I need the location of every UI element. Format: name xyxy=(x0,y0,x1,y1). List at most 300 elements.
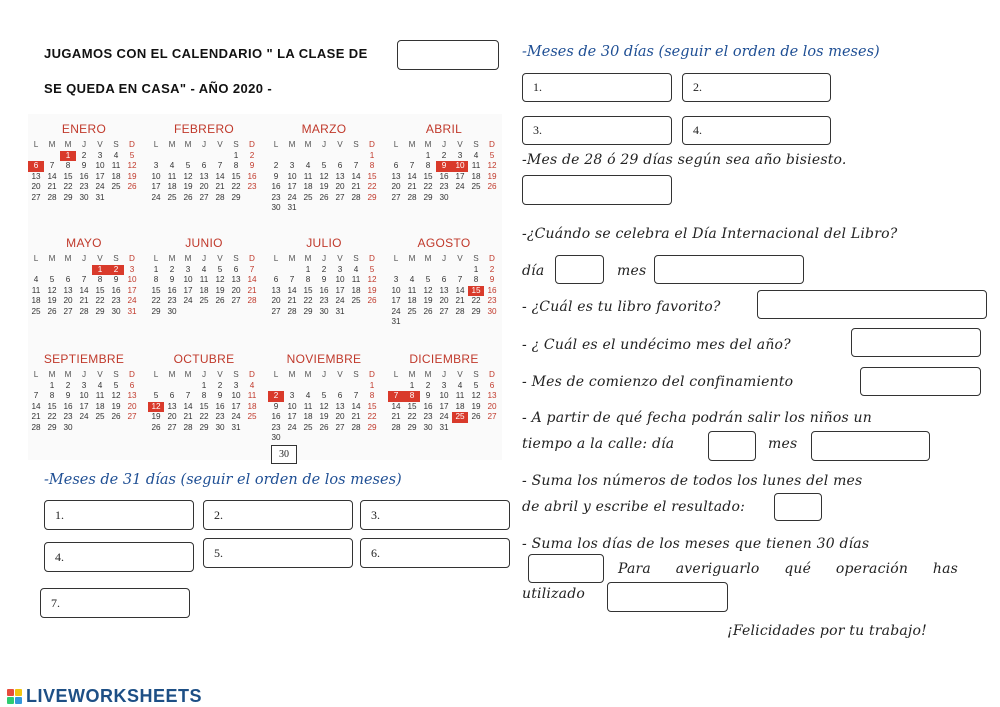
day-header: D xyxy=(489,370,495,379)
day-header: M xyxy=(304,254,312,263)
calendar-day: 23 xyxy=(439,182,449,191)
calendar-month-name: MAYO xyxy=(66,236,102,250)
calendar-day: 6 xyxy=(489,380,495,390)
empty-cell xyxy=(268,381,284,392)
calendar-day: 16 xyxy=(271,412,281,421)
calendar-day: 10 xyxy=(391,285,401,295)
calendar-day: 10 xyxy=(287,171,297,181)
calendar-day: 11 xyxy=(303,171,313,181)
calendar-day: 12 xyxy=(319,401,329,411)
calendar-day: 25 xyxy=(303,422,313,432)
empty-cell xyxy=(284,151,300,162)
day-header: V xyxy=(457,254,463,263)
calendar-day: 27 xyxy=(391,192,401,202)
calendar-day: 18 xyxy=(167,182,177,191)
calendar-day: 13 xyxy=(439,285,449,295)
calendar-day: 12 xyxy=(423,285,433,295)
calendar-day: 23 xyxy=(423,412,433,421)
calendar-day: 29 xyxy=(303,306,313,316)
calendar-day: 2 xyxy=(108,265,124,276)
day-header: V xyxy=(97,254,103,263)
calendar-day: 1 xyxy=(153,264,159,274)
calendar-day: 4 xyxy=(249,380,255,390)
day-header: D xyxy=(249,140,255,149)
day-header: M xyxy=(64,254,72,263)
book-month-label: mes xyxy=(617,263,647,279)
fav-book-input[interactable] xyxy=(757,290,987,319)
day-header: V xyxy=(337,140,343,149)
calendar-day: 9 xyxy=(217,391,223,400)
calendar-day: 31 xyxy=(287,203,297,212)
calendar-day: 12 xyxy=(319,171,329,181)
calendar-day: 14 xyxy=(79,285,89,295)
day-header: D xyxy=(129,254,135,263)
calendar-day: 2 xyxy=(169,264,175,274)
day-header: J xyxy=(81,370,87,379)
calendar-month-septiembre xyxy=(28,352,140,433)
calendar-day: 14 xyxy=(407,171,417,181)
day-header: M xyxy=(424,140,432,149)
calendar-day: 7 xyxy=(457,275,463,284)
calendar-day: 16 xyxy=(487,285,497,295)
calendar-day: 9 xyxy=(273,171,279,181)
calendar-day: 20 xyxy=(335,182,345,191)
calendar-day: 8 xyxy=(369,161,375,170)
empty-cell xyxy=(316,151,332,162)
calendar-day: 14 xyxy=(455,285,465,295)
day-header: M xyxy=(184,254,192,263)
calendar-day-grid xyxy=(28,254,140,317)
empty-cell xyxy=(420,265,436,276)
calendar-day: 12 xyxy=(47,285,57,295)
calendar-day: 20 xyxy=(231,285,241,295)
day-header: S xyxy=(233,254,239,263)
calendar-day: 1 xyxy=(305,264,311,274)
calendar-day: 29 xyxy=(63,192,73,202)
day-header: M xyxy=(288,140,296,149)
months31-box-1[interactable]: 1. xyxy=(44,500,194,530)
months31-box-3[interactable]: 3. xyxy=(360,500,510,530)
confinement-input[interactable] xyxy=(860,367,981,396)
calendar-day: 8 xyxy=(473,275,479,284)
calendar-day: 1 xyxy=(201,380,207,390)
calendar-month-enero xyxy=(28,122,140,203)
calendar-day: 3 xyxy=(441,380,447,390)
calendar-day: 21 xyxy=(247,285,257,295)
calendar-day: 11 xyxy=(111,161,121,170)
calendar-day: 2 xyxy=(65,380,71,390)
day-header: J xyxy=(201,254,207,263)
calendar-day: 25 xyxy=(95,412,105,421)
calendar-day: 16 xyxy=(439,171,449,181)
calendar-month-name: DICIEMBRE xyxy=(409,352,479,366)
operation-input[interactable] xyxy=(607,582,728,612)
day-header: J xyxy=(321,140,327,149)
calendar-day: 10 xyxy=(231,391,241,400)
calendar-day: 26 xyxy=(215,296,225,305)
calendar-day: 13 xyxy=(335,171,345,181)
kids-day-input[interactable] xyxy=(708,431,756,461)
empty-cell xyxy=(44,151,60,162)
day-header: S xyxy=(233,140,239,149)
months31-box-4[interactable]: 4. xyxy=(44,542,194,572)
calendar-day: 25 xyxy=(303,192,313,202)
calendar-day: 19 xyxy=(111,401,121,411)
calendar-day: 30 xyxy=(439,192,449,202)
calendar-day: 24 xyxy=(231,412,241,421)
calendar-day: 9 xyxy=(489,275,495,284)
calendar-day: 25 xyxy=(199,296,209,305)
day-header: M xyxy=(48,140,56,149)
calendar-day: 6 xyxy=(28,161,44,172)
months30-box-1[interactable]: 1. xyxy=(522,73,672,102)
empty-cell xyxy=(452,265,468,276)
calendar-day: 12 xyxy=(471,391,481,400)
calendar-day: 3 xyxy=(289,391,295,400)
calendar-day: 3 xyxy=(289,161,295,170)
empty-cell xyxy=(332,381,348,392)
calendar-day: 13 xyxy=(487,391,497,400)
calendar-day: 4 xyxy=(305,391,311,400)
day-header: L xyxy=(273,140,279,149)
calendar-day: 9 xyxy=(321,275,327,284)
empty-cell xyxy=(28,265,44,276)
calendar-month-marzo xyxy=(268,122,380,214)
calendar-day: 19 xyxy=(367,285,377,295)
congrats-text: ¡Felicidades por tu trabajo! xyxy=(727,623,927,639)
calendar-day: 25 xyxy=(111,182,121,191)
empty-cell xyxy=(28,151,44,162)
calendar-day: 18 xyxy=(303,412,313,421)
calendar-day: 24 xyxy=(183,296,193,305)
calendar-day: 20 xyxy=(167,412,177,421)
day-header: L xyxy=(393,254,399,263)
calendar-day: 27 xyxy=(127,412,137,421)
calendar-day-grid xyxy=(388,140,500,203)
calendar-day: 29 xyxy=(47,422,57,432)
feb-input[interactable] xyxy=(522,175,672,205)
calendar-day: 7 xyxy=(217,161,223,170)
calendar-day: 17 xyxy=(335,285,345,295)
day-header: S xyxy=(473,140,479,149)
calendar-day: 19 xyxy=(151,412,161,421)
calendar-day: 17 xyxy=(231,401,241,411)
calendar-day: 7 xyxy=(388,391,404,402)
class-name-input[interactable] xyxy=(397,40,499,70)
calendar-day: 25 xyxy=(31,306,41,316)
calendar-day: 16 xyxy=(423,401,433,411)
day-header: L xyxy=(273,370,279,379)
calendar-day: 10 xyxy=(95,161,105,170)
day-header: D xyxy=(129,140,135,149)
day-header: S xyxy=(113,370,119,379)
day-header: V xyxy=(97,140,103,149)
sum-result-input[interactable] xyxy=(528,554,604,583)
calendar-day: 8 xyxy=(49,391,55,400)
calendar-day: 22 xyxy=(199,412,209,421)
calendar-day: 26 xyxy=(423,306,433,316)
calendar-day: 26 xyxy=(319,422,329,432)
calendar-day: 20 xyxy=(335,412,345,421)
calendar-day: 15 xyxy=(367,401,377,411)
day-header: M xyxy=(64,370,72,379)
calendar-day: 13 xyxy=(231,275,241,284)
calendar-day: 26 xyxy=(319,192,329,202)
day-header: L xyxy=(33,140,39,149)
mondays-sum-input[interactable] xyxy=(774,493,822,521)
day-header: D xyxy=(369,254,375,263)
months30-box-2[interactable]: 2. xyxy=(682,73,831,102)
calendar-day: 27 xyxy=(199,192,209,202)
months31-title: -Meses de 31 días (seguir el orden de los meses) xyxy=(44,472,402,488)
eleventh-month-input[interactable] xyxy=(851,328,981,357)
calendar-day: 11 xyxy=(167,171,177,181)
calendar-day-grid xyxy=(388,370,500,433)
months31-box-6[interactable]: 6. xyxy=(360,538,510,568)
calendar-day: 28 xyxy=(287,306,297,316)
empty-cell xyxy=(284,381,300,392)
kids-month-input[interactable] xyxy=(811,431,930,461)
calendar-month-mayo xyxy=(28,236,140,317)
day-header: M xyxy=(168,254,176,263)
calendar-day: 29 xyxy=(231,192,241,202)
calendar-day: 15 xyxy=(151,285,161,295)
calendar-day: 27 xyxy=(271,306,281,316)
calendar-day: 14 xyxy=(351,171,361,181)
calendar-day: 6 xyxy=(393,161,399,170)
calendar-day: 22 xyxy=(47,412,57,421)
calendar-day: 18 xyxy=(111,171,121,181)
calendar-day: 22 xyxy=(303,296,313,305)
calendar-day: 31 xyxy=(439,422,449,432)
calendar-day: 27 xyxy=(63,306,73,316)
calendar-day: 12 xyxy=(487,161,497,170)
calendar-day: 12 xyxy=(127,161,137,170)
calendar-day: 10 xyxy=(287,401,297,411)
calendar-day: 14 xyxy=(351,401,361,411)
calendar-day: 29 xyxy=(199,422,209,432)
empty-cell xyxy=(388,265,404,276)
calendar-day: 13 xyxy=(199,171,209,181)
day-header: M xyxy=(168,370,176,379)
day-header: J xyxy=(321,254,327,263)
calendar-day: 20 xyxy=(487,401,497,411)
calendar-day: 21 xyxy=(351,412,361,421)
calendar-day-grid xyxy=(388,254,500,328)
calendar-day: 31 xyxy=(231,422,241,432)
calendar-day: 3 xyxy=(129,264,135,274)
calendar-day: 17 xyxy=(287,412,297,421)
calendar-day: 5 xyxy=(425,275,431,284)
calendar-day: 1 xyxy=(233,150,239,160)
calendar-day: 30 xyxy=(63,422,73,432)
calendar-day: 8 xyxy=(65,161,71,170)
calendar-day: 16 xyxy=(79,171,89,181)
months31-box-5[interactable]: 5. xyxy=(203,538,353,568)
calendar-day: 19 xyxy=(423,296,433,305)
calendar-day: 11 xyxy=(407,285,417,295)
calendar-day: 4 xyxy=(353,264,359,274)
calendar-day: 17 xyxy=(183,285,193,295)
day-header: S xyxy=(233,370,239,379)
calendar-day: 6 xyxy=(233,264,239,274)
calendar-day: 12 xyxy=(215,275,225,284)
day-header: L xyxy=(153,254,159,263)
day-header: M xyxy=(408,254,416,263)
calendar-day: 8 xyxy=(153,275,159,284)
calendar-day: 26 xyxy=(127,182,137,191)
calendar-day: 22 xyxy=(367,412,377,421)
calendar-day: 6 xyxy=(441,275,447,284)
calendar-month-name: FEBRERO xyxy=(173,122,235,136)
calendar-day: 2 xyxy=(321,264,327,274)
calendar-day: 12 xyxy=(111,391,121,400)
calendar-day: 21 xyxy=(47,182,57,191)
day-header: L xyxy=(393,140,399,149)
calendar-day: 10 xyxy=(79,391,89,400)
calendar-day: 26 xyxy=(367,296,377,305)
calendar-day: 26 xyxy=(183,192,193,202)
calendar-day: 28 xyxy=(407,192,417,202)
months30-box-4[interactable]: 4. xyxy=(682,116,831,145)
calendar-day: 5 xyxy=(153,391,159,400)
calendar-day: 22 xyxy=(151,296,161,305)
day-header: M xyxy=(184,140,192,149)
calendar-day-grid xyxy=(268,254,380,317)
calendar-day: 27 xyxy=(335,192,345,202)
empty-cell xyxy=(164,381,180,392)
calendar-day: 9 xyxy=(436,161,452,172)
calendar-day: 23 xyxy=(167,296,177,305)
calendar-day: 4 xyxy=(33,275,39,284)
calendar-day: 7 xyxy=(289,275,295,284)
day-header: V xyxy=(217,140,223,149)
calendar-day: 12 xyxy=(367,275,377,284)
calendar-day: 28 xyxy=(391,422,401,432)
empty-cell xyxy=(180,151,196,162)
calendar-day: 18 xyxy=(407,296,417,305)
calendar-day: 4 xyxy=(305,161,311,170)
calendar-day: 2 xyxy=(81,150,87,160)
calendar-day: 25 xyxy=(247,412,257,421)
sum-question-line2: Para averiguarlo qué operación has xyxy=(618,561,958,577)
months30-box-3[interactable]: 3. xyxy=(522,116,672,145)
calendar-day: 19 xyxy=(319,412,329,421)
calendar-day: 30 xyxy=(215,422,225,432)
calendar-day: 1 xyxy=(49,380,55,390)
day-header: J xyxy=(201,370,207,379)
calendar-day: 14 xyxy=(287,285,297,295)
calendar-day: 13 xyxy=(127,391,137,400)
calendar-day: 26 xyxy=(47,306,57,316)
day-header: L xyxy=(393,370,399,379)
calendar-day: 17 xyxy=(391,296,401,305)
calendar-day: 24 xyxy=(335,296,345,305)
empty-cell xyxy=(348,151,364,162)
calendar-day: 27 xyxy=(487,412,497,421)
calendar-day: 2 xyxy=(249,150,255,160)
calendar-day: 2 xyxy=(268,391,284,402)
calendar-day: 3 xyxy=(233,380,239,390)
day-header: S xyxy=(113,254,119,263)
calendar-day: 7 xyxy=(353,161,359,170)
calendar-day-grid xyxy=(268,370,380,444)
calendar-day: 20 xyxy=(391,182,401,191)
book-day-input[interactable] xyxy=(555,255,604,284)
day-header: M xyxy=(408,140,416,149)
calendar-day: 5 xyxy=(49,275,55,284)
day-header: L xyxy=(153,140,159,149)
calendar-day: 17 xyxy=(455,171,465,181)
calendar-day: 7 xyxy=(353,391,359,400)
liveworksheets-logo-icon xyxy=(7,689,23,705)
calendar-month-diciembre xyxy=(388,352,500,433)
calendar-day: 18 xyxy=(247,401,257,411)
empty-cell xyxy=(268,265,284,276)
day-header: M xyxy=(424,370,432,379)
day-header: J xyxy=(441,370,447,379)
calendar-day: 15 xyxy=(367,171,377,181)
calendar-day: 29 xyxy=(367,422,377,432)
months31-box-7[interactable]: 7. xyxy=(40,588,190,618)
calendar-day: 3 xyxy=(457,150,463,160)
calendar-day: 25 xyxy=(407,306,417,316)
calendar-day: 9 xyxy=(113,275,119,284)
calendar-day: 5 xyxy=(129,150,135,160)
calendar-day: 29 xyxy=(151,306,161,316)
calendar-day: 27 xyxy=(167,422,177,432)
calendar-day: 21 xyxy=(287,296,297,305)
calendar-day: 21 xyxy=(407,182,417,191)
calendar-day: 18 xyxy=(455,401,465,411)
calendar-day: 11 xyxy=(351,275,361,284)
calendar-day: 24 xyxy=(287,422,297,432)
calendar-day: 24 xyxy=(439,412,449,421)
calendar-day: 5 xyxy=(321,391,327,400)
calendar-day: 4 xyxy=(201,264,207,274)
day-header: L xyxy=(273,254,279,263)
months31-box-2[interactable]: 2. xyxy=(203,500,353,530)
months30-title: -Meses de 30 días (seguir el orden de los meses) xyxy=(522,44,880,60)
calendar-day: 23 xyxy=(63,412,73,421)
calendar-day: 7 xyxy=(33,391,39,400)
day-header: L xyxy=(33,370,39,379)
book-month-input[interactable] xyxy=(654,255,804,284)
calendar-day: 28 xyxy=(47,192,57,202)
calendar-day: 22 xyxy=(471,296,481,305)
day-header: V xyxy=(97,370,103,379)
calendar-day: 2 xyxy=(273,161,279,170)
calendar-day: 21 xyxy=(31,412,41,421)
calendar-day: 20 xyxy=(271,296,281,305)
calendar-day: 20 xyxy=(31,182,41,191)
calendar-day: 19 xyxy=(319,182,329,191)
empty-cell xyxy=(268,151,284,162)
calendar-day: 3 xyxy=(153,161,159,170)
calendar-day: 22 xyxy=(423,182,433,191)
day-header: M xyxy=(304,140,312,149)
calendar-day: 31 xyxy=(335,306,345,316)
mondays-question-line2: de abril y escribe el resultado: xyxy=(522,499,745,515)
day-header: D xyxy=(489,140,495,149)
day-header: J xyxy=(81,254,87,263)
day-header: J xyxy=(441,254,447,263)
calendar-day: 9 xyxy=(81,161,87,170)
book-day-label: día xyxy=(522,263,545,279)
calendar-day: 1 xyxy=(369,380,375,390)
calendar-day: 22 xyxy=(407,412,417,421)
calendar-day: 29 xyxy=(423,192,433,202)
